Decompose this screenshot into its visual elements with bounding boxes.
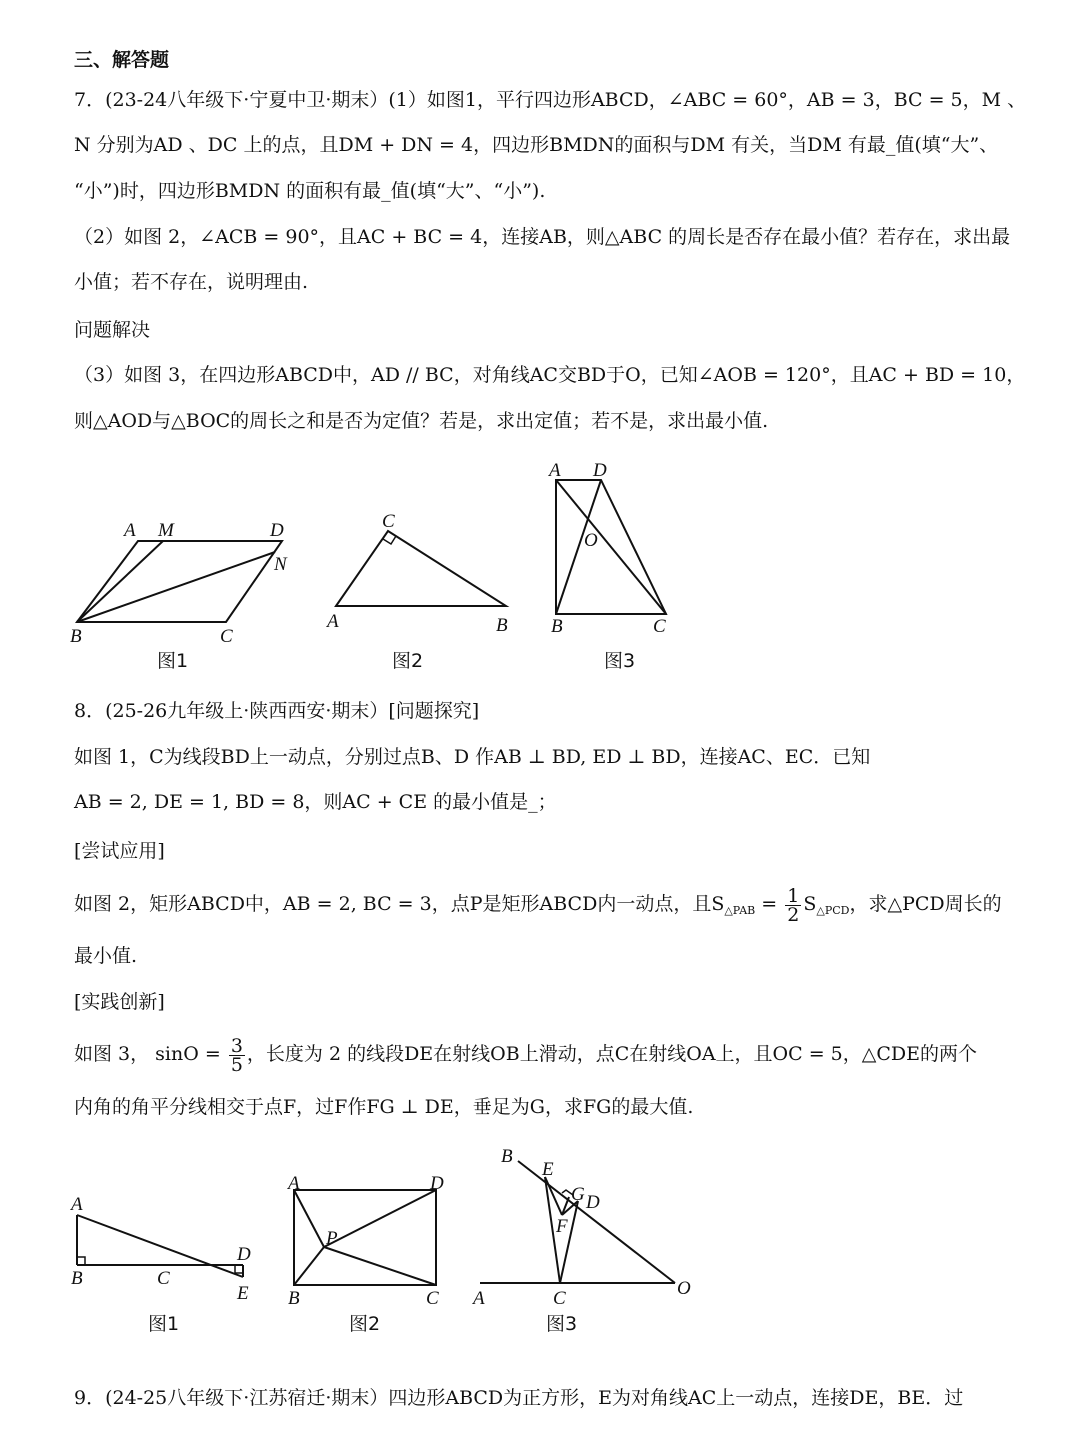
rectangle-abcd — [294, 1190, 436, 1285]
area-subscript-pcd: △PCD — [816, 904, 850, 917]
label-c: C — [653, 616, 666, 637]
label-d: D — [270, 520, 284, 541]
label-a: A — [327, 611, 339, 632]
q7-line-7: （3）如图 3，在四边形ABCD中，AD // BC，对角线AC交BD于O，已知∠AOB = 120°，且AC + BD = 10， — [74, 364, 1026, 386]
label-m: M — [158, 520, 174, 541]
fraction-numerator: 1 — [787, 884, 800, 907]
q8-line-6: 最小值. — [74, 945, 138, 967]
q8-line-5-text-c: ，求△PCD周长的 — [849, 893, 1002, 915]
q7-line-6: 问题解决 — [74, 319, 151, 341]
label-a: A — [124, 520, 136, 541]
q7-line-4: （2）如图 2，∠ACB = 90°，且AC + BC = 4，连接AB，则△ABC 的周长是否存在最小值？若存在，求出最 — [74, 226, 1011, 248]
label-c: C — [426, 1288, 439, 1309]
q8-line-4: [尝试应用] — [74, 840, 165, 862]
label-d: D — [237, 1244, 251, 1265]
q7-line-1: 7．(23-24八年级下·宁夏中卫·期末）(1）如图1，平行四边形ABCD，∠ABC = 60°，AB = 3，BC = 5，M 、 — [74, 89, 1027, 111]
q8-line-5-text-a: 如图 2，矩形ABCD中，AB = 2, BC = 3，点P是矩形ABCD内一动点，且S — [74, 893, 725, 915]
label-n: N — [274, 554, 287, 575]
q8-line-5-text-b: S — [803, 893, 817, 915]
label-b: B — [551, 616, 563, 637]
label-b: B — [71, 1268, 83, 1289]
right-angle-mark-b — [77, 1257, 85, 1265]
segment-bm — [77, 541, 163, 622]
label-d: D — [593, 460, 607, 481]
label-g: G — [571, 1184, 585, 1205]
q7-line-3: “小”)时，四边形BMDN 的面积有最_值(填“大”、“小”). — [74, 180, 546, 202]
label-e: E — [542, 1159, 554, 1180]
q8-fig3-caption: 图3 — [546, 1313, 578, 1335]
q8-line-8-text-b: ，长度为 2 的线段DE在射线OB上滑动，点C在射线OA上，且OC = 5，△CDE的两个 — [246, 1043, 978, 1065]
label-a: A — [288, 1173, 300, 1194]
q7-fig1-caption: 图1 — [157, 650, 189, 672]
segment-pd — [324, 1190, 436, 1247]
label-c: C — [382, 511, 395, 532]
parallelogram-abcd — [77, 541, 282, 622]
label-d: D — [430, 1173, 444, 1194]
q7-figure-1 — [60, 510, 320, 650]
label-o: O — [677, 1278, 691, 1299]
label-b: B — [70, 626, 82, 647]
q7-line-8: 则△AOD与△BOC的周长之和是否为定值？若是，求出定值；若不是，求出最小值. — [74, 410, 769, 432]
label-c: C — [220, 626, 233, 647]
label-c: C — [553, 1288, 566, 1309]
q8-line-9: 内角的角平分线相交于点F，过F作FG ⊥ DE，垂足为G，求FG的最大值. — [74, 1096, 694, 1118]
label-b: B — [288, 1288, 300, 1309]
q7-line-5: 小值；若不存在，说明理由. — [74, 271, 309, 293]
q8-line-2: 如图 1，C为线段BD上一动点，分别过点B、D 作AB ⊥ BD, ED ⊥ BD，连接AC、EC．已知 — [74, 746, 871, 768]
fraction-one-half — [785, 884, 801, 926]
label-f: F — [556, 1216, 568, 1237]
fraction-denominator: 5 — [230, 1053, 243, 1076]
label-o: O — [584, 530, 598, 551]
q7-line-2: N 分别为AD 、DC 上的点，且DM + DN = 4，四边形BMDN的面积与DM 有关，当DM 有最_值(填“大”、 — [74, 134, 999, 156]
label-b: B — [496, 615, 508, 636]
right-angle-mark-d — [235, 1265, 243, 1273]
q7-fig2-caption: 图2 — [392, 650, 424, 672]
q8-line-5 — [74, 884, 1002, 924]
fraction-numerator: 3 — [230, 1034, 243, 1057]
label-d: D — [586, 1192, 600, 1213]
q8-fig2-caption: 图2 — [349, 1313, 381, 1335]
label-c: C — [157, 1268, 170, 1289]
area-subscript-pab: △PAB — [724, 904, 756, 917]
fraction-three-fifths — [229, 1034, 245, 1076]
q8-fig1-caption: 图1 — [148, 1313, 180, 1335]
section-title: 三、解答题 — [74, 49, 170, 71]
q7-figure-2 — [320, 505, 520, 635]
q8-line-3: AB = 2, DE = 1, BD = 8，则AC + CE 的最小值是_； — [74, 791, 557, 813]
q7-figure-3 — [540, 455, 690, 640]
fraction-denominator: 2 — [787, 903, 800, 926]
right-angle-mark — [383, 536, 396, 544]
label-e: E — [237, 1283, 249, 1304]
q8-figure-2 — [280, 1170, 460, 1310]
triangle-abc — [336, 531, 506, 606]
q8-line-8-text-a: 如图 3， sinO = — [74, 1043, 227, 1065]
label-a: A — [549, 460, 561, 481]
segment-bn — [77, 552, 275, 622]
segment-pb — [294, 1247, 324, 1285]
equals-sign: = — [755, 893, 784, 915]
label-a: A — [71, 1194, 83, 1215]
q8-line-7: [实践创新] — [74, 991, 165, 1013]
q9-line-1: 9．(24-25八年级下·江苏宿迁·期末）四边形ABCD为正方形，E为对角线AC上一动点，连接DE，BE．过 — [74, 1387, 964, 1409]
q7-fig3-caption: 图3 — [604, 650, 636, 672]
q8-figure-1 — [65, 1195, 265, 1305]
segment-pa — [294, 1190, 324, 1247]
q8-line-8 — [74, 1034, 977, 1074]
segment-pc — [324, 1247, 436, 1285]
q8-line-1: 8．(25-26九年级上·陕西西安·期末）[问题探究] — [74, 700, 480, 722]
label-b: B — [501, 1146, 513, 1167]
q8-figure-3 — [465, 1140, 705, 1310]
label-a: A — [473, 1288, 485, 1309]
label-p: P — [326, 1228, 338, 1249]
